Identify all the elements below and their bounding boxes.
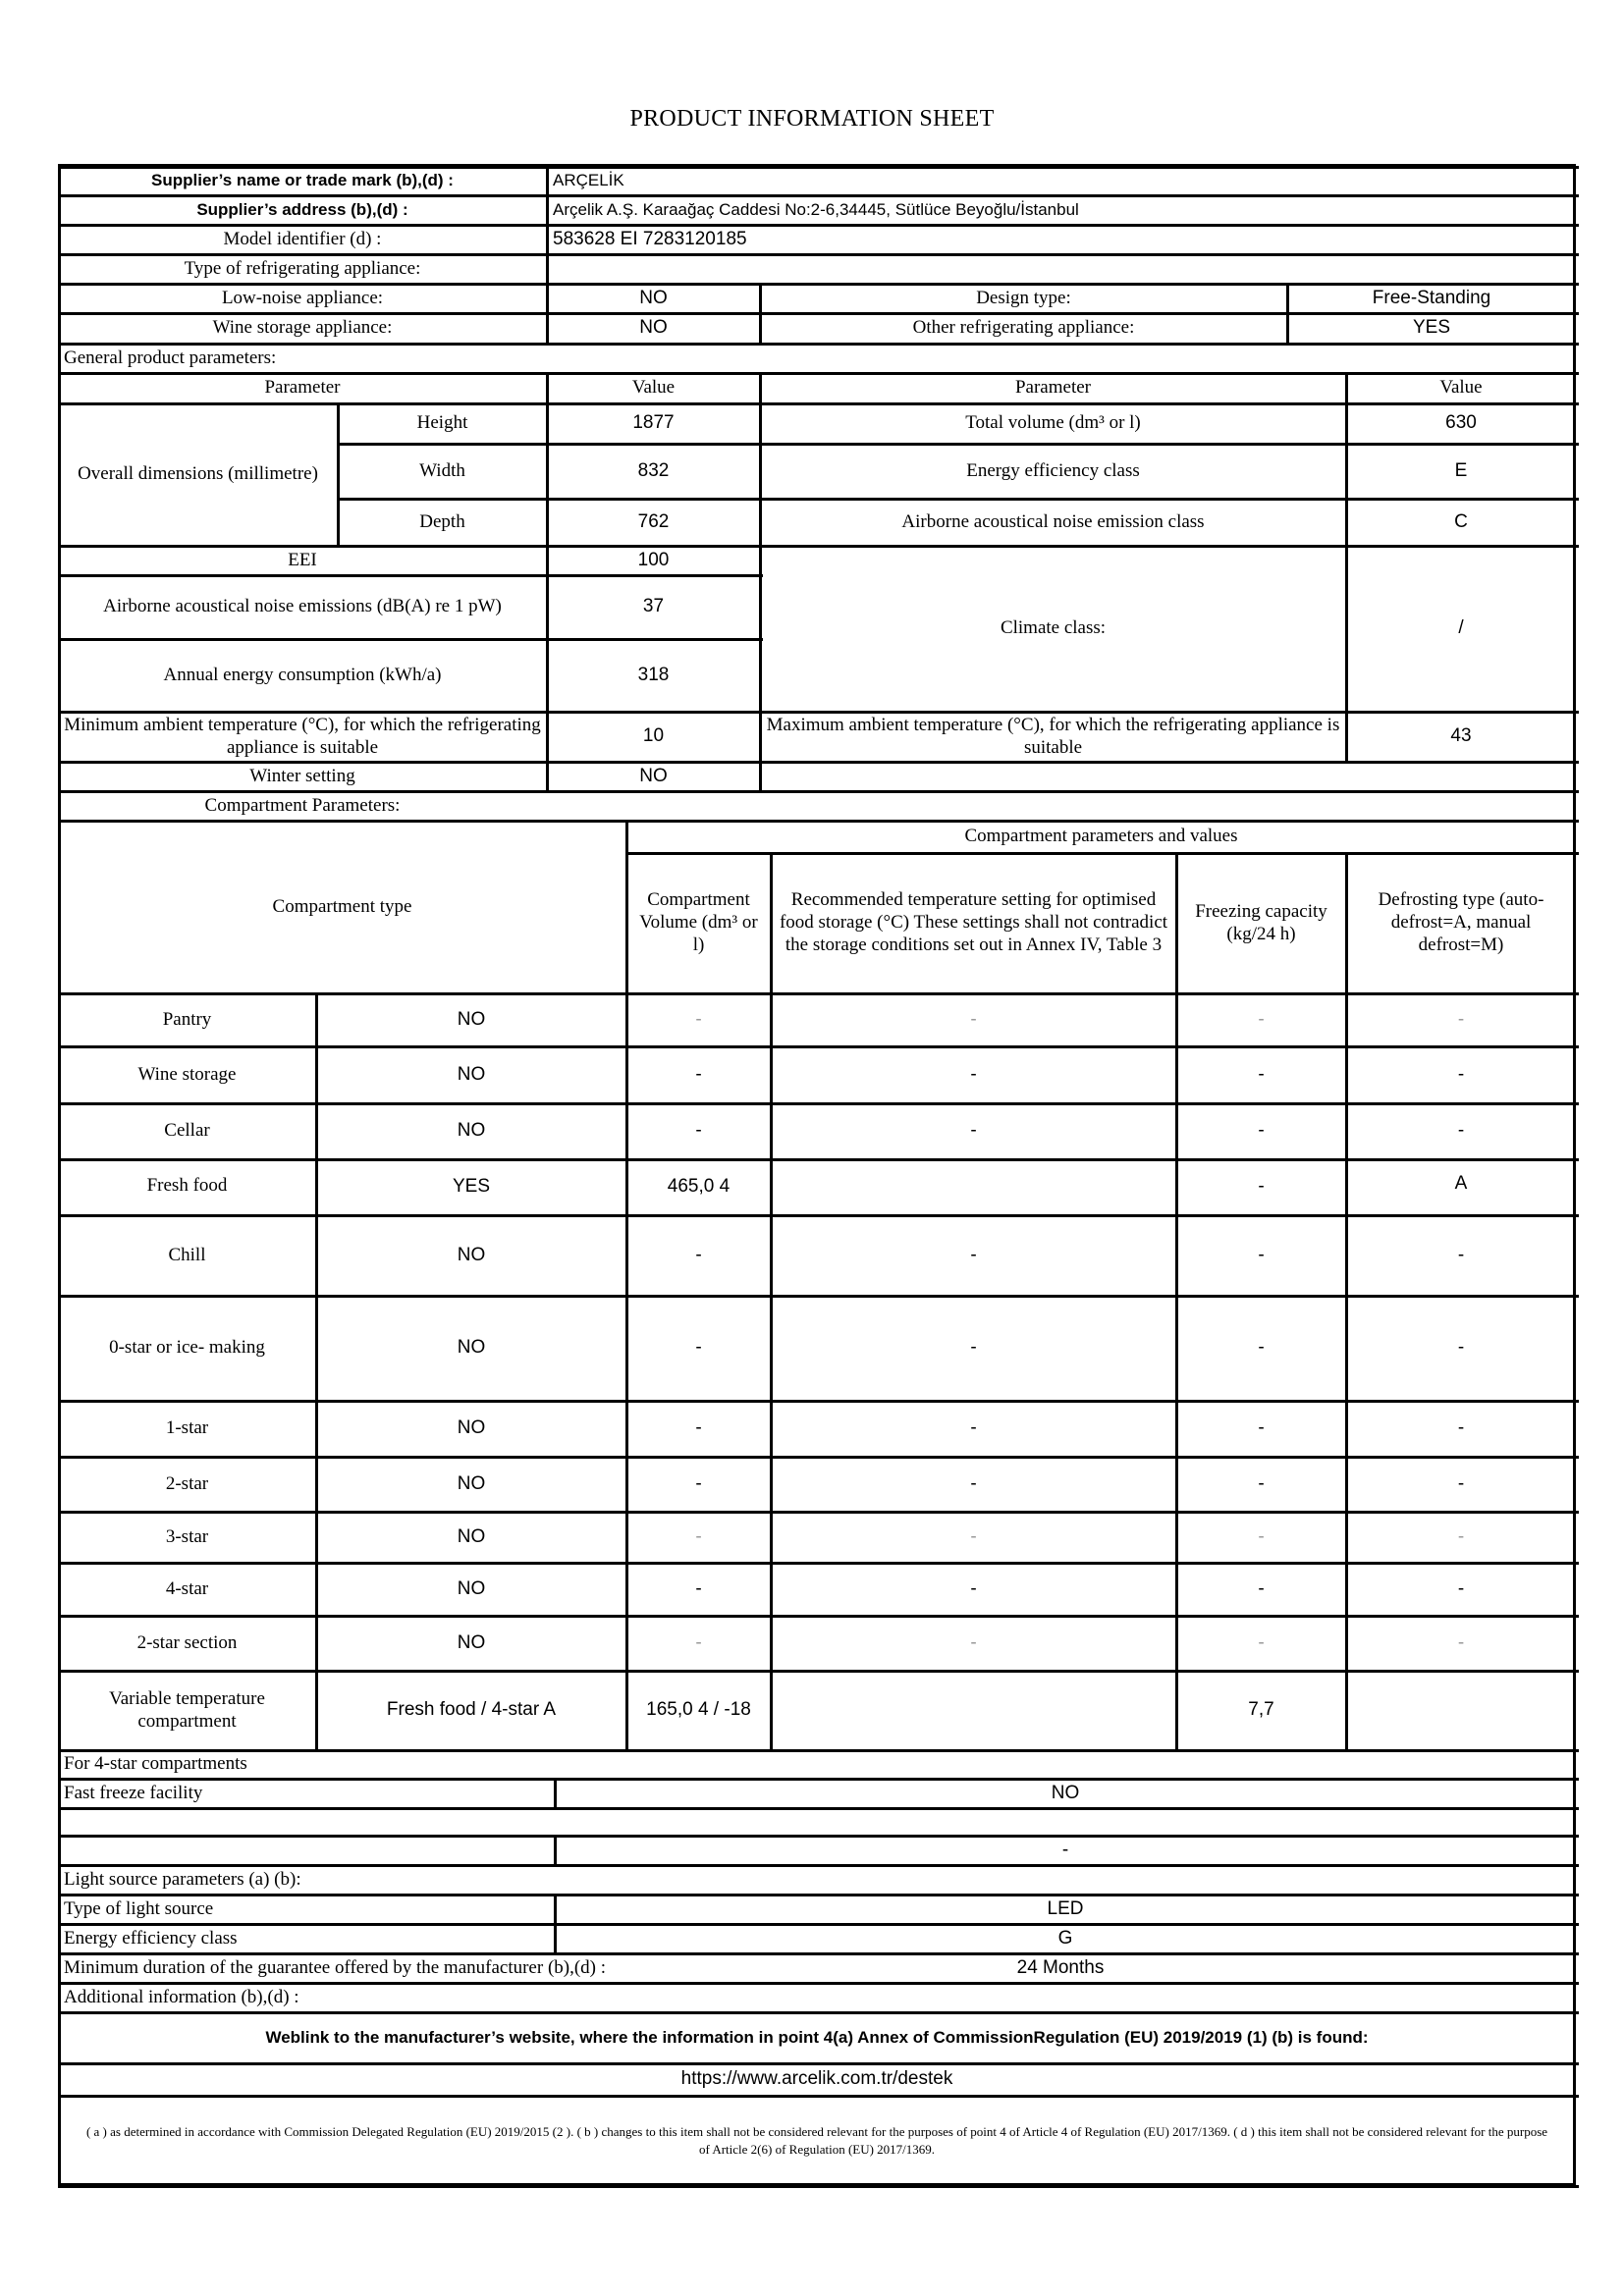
weblink-label: Weblink to the manufacturer’s website, where the information in point 4(a) Annex of CommissionRegulation (EU) 2019/2019 (1) (b) is found:	[265, 2027, 1369, 2047]
other-appliance-value: YES	[1412, 317, 1451, 339]
compartment-present: NO	[457, 1472, 486, 1494]
design-type-label: Design type:	[976, 287, 1071, 308]
compartment-freezing: -	[1258, 1244, 1265, 1265]
compartment-freezing: -	[1258, 1417, 1265, 1439]
climate-class-label: Climate class:	[1000, 617, 1107, 639]
eei-label: EEI	[288, 549, 317, 570]
compartment-name: Pantry	[162, 1008, 212, 1030]
light-type-label: Type of light source	[64, 1897, 214, 1919]
compartment-type-header: Compartment type	[272, 895, 412, 917]
compartment-present: NO	[457, 1337, 486, 1359]
compartment-volume: -	[695, 1577, 702, 1599]
compartment-temp-header: Recommended temperature setting for optimised food storage (°C) These settings shall not contradict the storage conditions set out in Annex IV, Table 3	[779, 889, 1168, 955]
wine-storage-label: Wine storage appliance:	[212, 317, 393, 339]
compartment-volume: -	[695, 1008, 702, 1030]
low-noise-value: NO	[639, 287, 668, 308]
compartment-temp: -	[970, 1525, 977, 1547]
compartment-freezing: -	[1258, 1525, 1265, 1547]
energy-class-value: E	[1454, 459, 1468, 481]
compartment-volume: -	[695, 1120, 702, 1142]
compartment-volume: -	[695, 1417, 702, 1439]
compartment-name: Cellar	[164, 1120, 210, 1142]
compartment-defrost: A	[1454, 1173, 1468, 1194]
compartment-temp	[773, 1161, 1174, 1213]
compartment-freezing: -	[1258, 1176, 1265, 1198]
climate-class-value: /	[1458, 617, 1464, 639]
guarantee-value: 24 Months	[1016, 1956, 1105, 1978]
winter-setting-label: Winter setting	[249, 765, 355, 786]
additional-info-label: Additional information (b),(d) :	[64, 1986, 299, 2007]
compartment-freezing: -	[1258, 1120, 1265, 1142]
compartment-name: 1-star	[165, 1417, 209, 1439]
param-header-2: Parameter	[1014, 377, 1091, 399]
param-header: Parameter	[264, 377, 341, 399]
total-volume-value: 630	[1445, 412, 1477, 434]
compartment-temp: -	[970, 1120, 977, 1142]
design-type-value: Free-Standing	[1372, 287, 1491, 308]
compartment-temp	[773, 1673, 1174, 1748]
light-type-value: LED	[1047, 1897, 1084, 1919]
low-noise-label: Low-noise appliance:	[221, 287, 384, 308]
eei-value: 100	[637, 549, 670, 570]
compartment-present: NO	[457, 1063, 486, 1085]
compartment-volume-header: Compartment Volume (dm³ or l)	[639, 889, 758, 955]
compartment-temp: -	[970, 1631, 977, 1653]
compartment-defrost: -	[1457, 1417, 1465, 1439]
overall-dimensions-label: Overall dimensions (millimetre)	[78, 463, 318, 485]
noise-class-value: C	[1454, 510, 1468, 532]
appliance-type-label: Type of refrigerating appliance:	[184, 257, 421, 279]
compartment-name: Chill	[168, 1244, 206, 1265]
compartment-name: 2-star section	[136, 1631, 238, 1653]
annual-energy-label: Annual energy consumption (kWh/a)	[163, 664, 442, 685]
compartment-temp: -	[970, 1577, 977, 1599]
noise-class-label: Airborne acoustical noise emission class	[901, 510, 1205, 532]
compartment-defrost: -	[1457, 1008, 1465, 1030]
light-class-label: Energy efficiency class	[64, 1927, 238, 1949]
model-identifier-label: Model identifier (d) :	[223, 228, 382, 249]
compartment-freezing: -	[1258, 1577, 1265, 1599]
height-value: 1877	[632, 412, 675, 434]
manufacturer-url[interactable]: https://www.arcelik.com.tr/destek	[680, 2068, 953, 2090]
compartment-freezing: -	[1258, 1472, 1265, 1494]
max-temp-label: Maximum ambient temperature (°C), for which the refrigerating appliance is suitable	[766, 714, 1340, 758]
energy-class-label: Energy efficiency class	[966, 459, 1140, 481]
compartment-defrost: -	[1457, 1063, 1465, 1085]
compartment-present: NO	[457, 1120, 486, 1142]
compartment-volume: 465,0 4	[667, 1176, 731, 1198]
compartment-temp: -	[970, 1472, 977, 1494]
depth-label: Depth	[419, 510, 465, 532]
compartment-present: NO	[457, 1008, 486, 1030]
compartment-freezing: -	[1258, 1063, 1265, 1085]
grid-line	[58, 2185, 1579, 2188]
compartment-volume: 165,0 4 / -18	[646, 1699, 751, 1721]
four-star-section-label: For 4-star compartments	[64, 1753, 247, 1775]
compartment-temp: -	[970, 1063, 977, 1085]
compartment-present: NO	[457, 1417, 486, 1439]
guarantee-label: Minimum duration of the guarantee offered by the manufacturer (b),(d) :	[64, 1956, 607, 1978]
value-header-2: Value	[1439, 377, 1483, 399]
grid-line	[58, 1807, 1579, 1810]
compartment-name: 4-star	[165, 1577, 209, 1599]
supplier-address-label: Supplier’s address (b),(d) :	[196, 199, 408, 219]
compartment-freezing: -	[1258, 1631, 1265, 1653]
noise-emission-label: Airborne acoustical noise emissions (dB(A) re 1 pW)	[103, 596, 502, 617]
max-temp-value: 43	[1450, 725, 1472, 747]
compartment-present: NO	[457, 1577, 486, 1599]
compartment-temp: -	[970, 1244, 977, 1265]
compartment-temp: -	[970, 1337, 977, 1359]
min-temp-value: 10	[642, 725, 665, 747]
supplier-name-label: Supplier’s name or trade mark (b),(d) :	[151, 171, 454, 190]
wine-storage-value: NO	[639, 317, 668, 339]
light-class-value: G	[1057, 1927, 1073, 1949]
model-identifier-value: 583628 EI 7283120185	[553, 228, 747, 249]
compartment-name: Wine storage	[137, 1063, 237, 1085]
light-section-label: Light source parameters (a) (b):	[64, 1868, 301, 1890]
width-label: Width	[419, 459, 465, 481]
compartment-name: 3-star	[165, 1525, 209, 1547]
compartment-present: NO	[457, 1525, 486, 1547]
compartment-name: 0-star or ice- making	[109, 1337, 265, 1359]
compartment-temp: -	[970, 1008, 977, 1030]
compartment-defrost	[1348, 1673, 1574, 1748]
width-value: 832	[637, 459, 670, 481]
compartment-volume: -	[695, 1337, 702, 1359]
compartment-volume: -	[695, 1631, 702, 1653]
winter-setting-value: NO	[639, 765, 668, 786]
compartment-volume: -	[695, 1472, 702, 1494]
defrosting-type-header: Defrosting type (auto-defrost=A, manual defrost=M)	[1378, 889, 1544, 955]
page-title: PRODUCT INFORMATION SHEET	[629, 106, 995, 132]
compartment-defrost: -	[1457, 1244, 1465, 1265]
supplier-name-value: ARÇELİK	[553, 171, 624, 190]
compartment-volume: -	[695, 1244, 702, 1265]
compartment-defrost: -	[1457, 1525, 1465, 1547]
compartment-name: 2-star	[165, 1472, 209, 1494]
supplier-address-value: Arçelik A.Ş. Karaağaç Caddesi No:2-6,34445, Sütlüce Beyoğlu/İstanbul	[553, 199, 1079, 219]
freezing-capacity-header: Freezing capacity (kg/24 h)	[1195, 900, 1327, 944]
footnote: ( a ) as determined in accordance with Commission Delegated Regulation (EU) 2019/2015 (2 ). ( b ) changes to this item shall not be considered relevant for the purposes of point 4 of Article 4 of Regulation (EU) 2017/1369. ( d ) this item shall not be considered relevant for the purpose of Article 2(6) of Regulation (EU) 2017/1369.	[85, 2124, 1548, 2157]
height-label: Height	[416, 412, 468, 434]
compartment-defrost: -	[1457, 1577, 1465, 1599]
min-temp-label: Minimum ambient temperature (°C), for which the refrigerating appliance is suitable	[64, 714, 541, 758]
general-section-label: General product parameters:	[64, 347, 277, 368]
fast-freeze-label: Fast freeze facility	[64, 1782, 203, 1803]
compartment-defrost: -	[1457, 1337, 1465, 1359]
compartment-volume: -	[695, 1525, 702, 1547]
compartment-present: NO	[457, 1631, 486, 1653]
compartment-present: YES	[452, 1176, 491, 1198]
compartment-present: NO	[457, 1244, 486, 1265]
compartment-defrost: -	[1457, 1472, 1465, 1494]
compartment-group-header: Compartment parameters and values	[964, 826, 1238, 847]
four-star-extra-value: -	[1061, 1839, 1069, 1860]
other-appliance-label: Other refrigerating appliance:	[912, 317, 1135, 339]
total-volume-label: Total volume (dm³ or l)	[965, 412, 1141, 434]
annual-energy-value: 318	[637, 664, 670, 685]
compartment-defrost: -	[1457, 1631, 1465, 1653]
fast-freeze-value: NO	[1051, 1782, 1080, 1803]
value-header: Value	[631, 377, 676, 399]
compartment-freezing: 7,7	[1248, 1699, 1274, 1721]
compartment-defrost: -	[1457, 1120, 1465, 1142]
compartment-freezing: -	[1258, 1008, 1265, 1030]
compartment-name: Fresh food	[146, 1175, 228, 1196]
depth-value: 762	[637, 510, 670, 532]
compartment-volume: -	[695, 1063, 702, 1085]
compartment-temp: -	[970, 1417, 977, 1439]
noise-emission-value: 37	[642, 596, 665, 617]
compartment-section-label: Compartment Parameters:	[204, 794, 401, 816]
compartment-present: Fresh food / 4-star A	[386, 1699, 557, 1721]
compartment-freezing: -	[1258, 1337, 1265, 1359]
compartment-name: Variable temperature compartment	[109, 1687, 265, 1732]
